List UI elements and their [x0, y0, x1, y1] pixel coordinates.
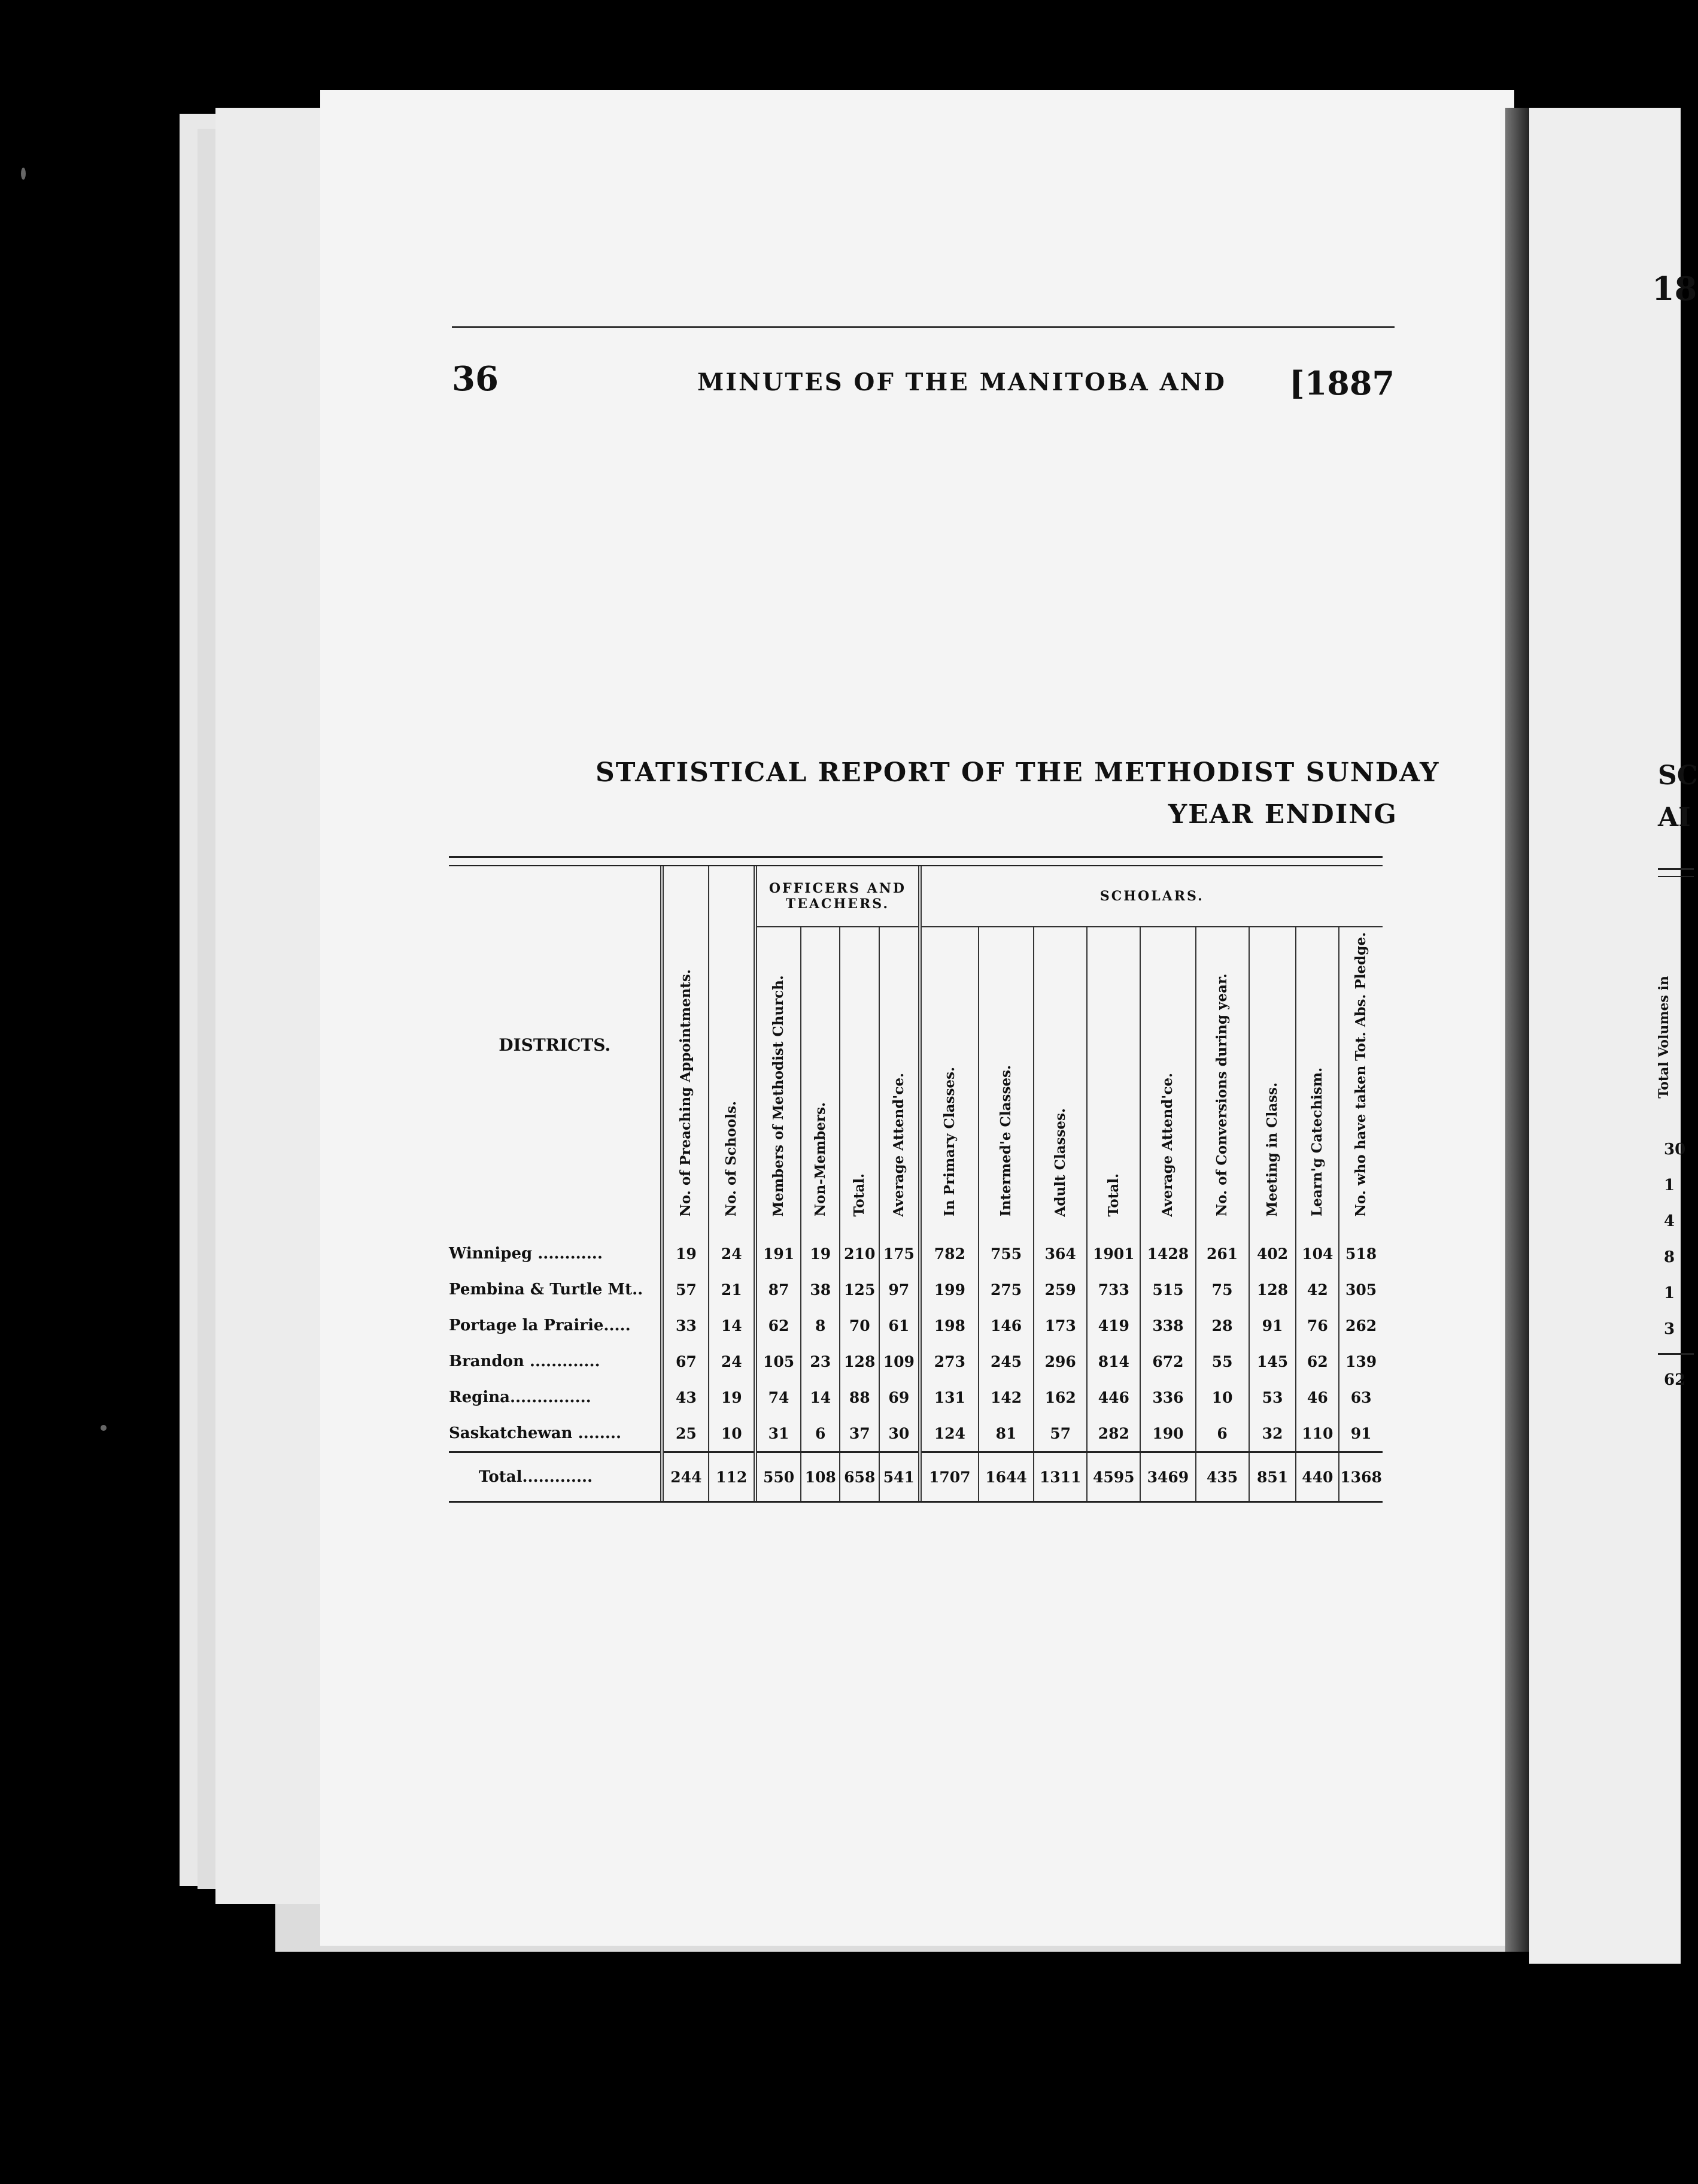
cell: 672: [1140, 1343, 1195, 1379]
table-row: [449, 1379, 1383, 1415]
cell: 62: [755, 1308, 801, 1343]
col-label: No. of Conversions during year.: [1214, 973, 1231, 1217]
table-top-rule: [449, 856, 1383, 866]
cell: 262: [1339, 1308, 1383, 1343]
cell: 1428: [1140, 1224, 1195, 1272]
table-row: [449, 1272, 1383, 1308]
total-cell: 112: [709, 1452, 755, 1502]
cell: 21: [709, 1272, 755, 1308]
total-cell: 244: [662, 1452, 709, 1502]
cell: 74: [755, 1379, 801, 1415]
cell: 446: [1087, 1379, 1140, 1415]
col-header-pledge: [1339, 927, 1383, 1224]
total-cell: 541: [879, 1452, 920, 1502]
cell: 57: [1034, 1415, 1087, 1452]
cell: 173: [1034, 1308, 1087, 1343]
col-header-schools: [709, 866, 755, 1224]
cell: 61: [879, 1308, 920, 1343]
col-label: Average Attend'ce.: [890, 1072, 907, 1217]
cell: 57: [662, 1272, 709, 1308]
district-name: Saskatchewan ........: [449, 1424, 622, 1443]
cell: 6: [1196, 1415, 1249, 1452]
district-name: Portage la Prairie.....: [449, 1317, 631, 1335]
facing-title-fragment: AI: [1658, 802, 1691, 833]
col-header-conversions: [1196, 927, 1249, 1224]
facing-cell: 1: [1664, 1284, 1675, 1302]
cell: 109: [879, 1343, 920, 1379]
page-number: 36: [452, 359, 499, 399]
cell: 24: [709, 1224, 755, 1272]
cell: 210: [840, 1224, 879, 1272]
facing-cell: 3: [1664, 1320, 1675, 1338]
total-label: Total.............: [449, 1452, 662, 1502]
col-header-officers-total: [840, 927, 879, 1224]
cell: 28: [1196, 1308, 1249, 1343]
cell: 419: [1087, 1308, 1140, 1343]
header-rule: [452, 326, 1395, 328]
cell: 282: [1087, 1415, 1140, 1452]
book-gutter: [1505, 108, 1529, 1952]
cell: 6: [801, 1415, 840, 1452]
cell: 91: [1249, 1308, 1296, 1343]
col-label: Average Attend'ce.: [1159, 1072, 1176, 1217]
cell: 91: [1339, 1415, 1383, 1452]
cell: 336: [1140, 1379, 1195, 1415]
cell: 46: [1296, 1379, 1339, 1415]
total-cell: 435: [1196, 1452, 1249, 1502]
group-header-scholars: SCHOLARS.: [920, 866, 1383, 927]
table-bottom-rule: [449, 1501, 1383, 1506]
col-label: In Primary Classes.: [941, 1067, 958, 1217]
facing-page-head-fragment: 18: [1652, 269, 1697, 308]
running-head-year: [1887: [1289, 364, 1395, 402]
cell: 139: [1339, 1343, 1383, 1379]
cell: 19: [801, 1224, 840, 1272]
facing-cell: 8: [1664, 1248, 1675, 1266]
cell: 19: [709, 1379, 755, 1415]
table-row: [449, 1308, 1383, 1343]
col-header-officers-attendance: [879, 927, 920, 1224]
cell: 518: [1339, 1224, 1383, 1272]
col-header-preaching: [662, 866, 709, 1224]
total-cell: 440: [1296, 1452, 1339, 1502]
running-head: [320, 269, 1514, 402]
facing-col-header-fragment: Total Volumes in: [1656, 976, 1672, 1099]
cell: 131: [920, 1379, 979, 1415]
district-name: Pembina & Turtle Mt..: [449, 1281, 643, 1299]
table-row: [449, 1343, 1383, 1379]
facing-rule: [1658, 1353, 1694, 1355]
cell: 305: [1339, 1272, 1383, 1308]
facing-total-cell: 62: [1664, 1371, 1686, 1389]
table-body: [449, 1224, 1383, 1501]
cell: 261: [1196, 1224, 1249, 1272]
group-header-officers: OFFICERS AND TEACHERS.: [755, 866, 919, 927]
total-cell: 658: [840, 1452, 879, 1502]
cell: 14: [709, 1308, 755, 1343]
cell: 199: [920, 1272, 979, 1308]
table-row: [449, 1224, 1383, 1272]
total-cell: 108: [801, 1452, 840, 1502]
col-header-members: [755, 927, 801, 1224]
total-cell: 4595: [1087, 1452, 1140, 1502]
cell: 198: [920, 1308, 979, 1343]
cell: 105: [755, 1343, 801, 1379]
total-row: [449, 1452, 1383, 1502]
cell: 125: [840, 1272, 879, 1308]
total-cell: 1707: [920, 1452, 979, 1502]
cell: 782: [920, 1224, 979, 1272]
col-header-adult: [1034, 927, 1087, 1224]
table-row: [449, 1415, 1383, 1452]
cell: 124: [920, 1415, 979, 1452]
page-stack-edge: [215, 108, 324, 1904]
total-cell: 851: [1249, 1452, 1296, 1502]
cell: 338: [1140, 1308, 1195, 1343]
facing-rule: [1658, 868, 1694, 877]
cell: 53: [1249, 1379, 1296, 1415]
col-label: Total.: [851, 1173, 868, 1217]
book-page: [320, 90, 1514, 1946]
col-header-intermediate: [979, 927, 1034, 1224]
cell: 175: [879, 1224, 920, 1272]
cell: 67: [662, 1343, 709, 1379]
col-header-meeting-in-class: [1249, 927, 1296, 1224]
cell: 10: [709, 1415, 755, 1452]
facing-cell: 30: [1664, 1140, 1686, 1158]
cell: 30: [879, 1415, 920, 1452]
cell: 19: [662, 1224, 709, 1272]
col-label: Adult Classes.: [1052, 1108, 1068, 1217]
total-cell: 1644: [979, 1452, 1034, 1502]
cell: 24: [709, 1343, 755, 1379]
running-head-title: MINUTES OF THE MANITOBA AND: [697, 368, 1226, 396]
cell: 38: [801, 1272, 840, 1308]
facing-title-fragment: SC: [1658, 760, 1698, 791]
cell: 8: [801, 1308, 840, 1343]
cell: 1901: [1087, 1224, 1140, 1272]
cell: 273: [920, 1343, 979, 1379]
col-label: Members of Methodist Church.: [770, 975, 787, 1217]
cell: 364: [1034, 1224, 1087, 1272]
report-subtitle: YEAR ENDING: [1168, 799, 1398, 830]
total-cell: 1311: [1034, 1452, 1087, 1502]
col-label: Meeting in Class.: [1264, 1082, 1281, 1217]
cell: 128: [840, 1343, 879, 1379]
cell: 76: [1296, 1308, 1339, 1343]
col-label: Learn'g Catechism.: [1309, 1067, 1326, 1217]
cell: 245: [979, 1343, 1034, 1379]
cell: 88: [840, 1379, 879, 1415]
col-header-scholars-total: [1087, 927, 1140, 1224]
col-header-primary: [920, 927, 979, 1224]
cell: 275: [979, 1272, 1034, 1308]
cell: 515: [1140, 1272, 1195, 1308]
cell: 75: [1196, 1272, 1249, 1308]
cell: 97: [879, 1272, 920, 1308]
report-title: STATISTICAL REPORT OF THE METHODIST SUNDAY: [596, 757, 1440, 788]
district-name: Brandon .............: [449, 1352, 600, 1371]
cell: 31: [755, 1415, 801, 1452]
cell: 63: [1339, 1379, 1383, 1415]
col-label: No. of Preaching Appointments.: [678, 969, 694, 1217]
cell: 110: [1296, 1415, 1339, 1452]
districts-header: DISTRICTS.: [499, 1035, 611, 1055]
statistics-table-wrap: [449, 856, 1383, 1506]
cell: 81: [979, 1415, 1034, 1452]
cell: 146: [979, 1308, 1034, 1343]
cell: 14: [801, 1379, 840, 1415]
cell: 733: [1087, 1272, 1140, 1308]
cell: 23: [801, 1343, 840, 1379]
cell: 42: [1296, 1272, 1339, 1308]
col-label: Total.: [1105, 1173, 1122, 1217]
cell: 755: [979, 1224, 1034, 1272]
cell: 10: [1196, 1379, 1249, 1415]
cell: 191: [755, 1224, 801, 1272]
col-label: No. of Schools.: [723, 1101, 740, 1217]
dust-speck: [101, 1425, 107, 1431]
statistics-table: [449, 866, 1383, 1501]
col-label: Intermed'e Classes.: [998, 1065, 1014, 1217]
cell: 32: [1249, 1415, 1296, 1452]
cell: 33: [662, 1308, 709, 1343]
cell: 37: [840, 1415, 879, 1452]
cell: 162: [1034, 1379, 1087, 1415]
col-header-scholars-attendance: [1140, 927, 1195, 1224]
cell: 87: [755, 1272, 801, 1308]
dust-speck: [21, 168, 26, 180]
cell: 145: [1249, 1343, 1296, 1379]
cell: 296: [1034, 1343, 1087, 1379]
total-cell: 3469: [1140, 1452, 1195, 1502]
cell: 190: [1140, 1415, 1195, 1452]
district-name: Regina...............: [449, 1388, 591, 1407]
total-cell: 550: [755, 1452, 801, 1502]
cell: 62: [1296, 1343, 1339, 1379]
cell: 43: [662, 1379, 709, 1415]
col-label: Non-Members.: [812, 1102, 828, 1217]
cell: 55: [1196, 1343, 1249, 1379]
cell: 814: [1087, 1343, 1140, 1379]
col-header-catechism: [1296, 927, 1339, 1224]
cell: 69: [879, 1379, 920, 1415]
district-name: Winnipeg ............: [449, 1245, 603, 1263]
cell: 25: [662, 1415, 709, 1452]
cell: 142: [979, 1379, 1034, 1415]
cell: 104: [1296, 1224, 1339, 1272]
cell: 402: [1249, 1224, 1296, 1272]
total-cell: 1368: [1339, 1452, 1383, 1502]
facing-page: [1529, 108, 1698, 1964]
cell: 128: [1249, 1272, 1296, 1308]
cell: 259: [1034, 1272, 1087, 1308]
facing-cell: 1: [1664, 1176, 1675, 1194]
col-header-non-members: [801, 927, 840, 1224]
cell: 70: [840, 1308, 879, 1343]
col-label: No. who have taken Tot. Abs. Pledge.: [1353, 932, 1369, 1217]
facing-cell: 4: [1664, 1212, 1675, 1230]
